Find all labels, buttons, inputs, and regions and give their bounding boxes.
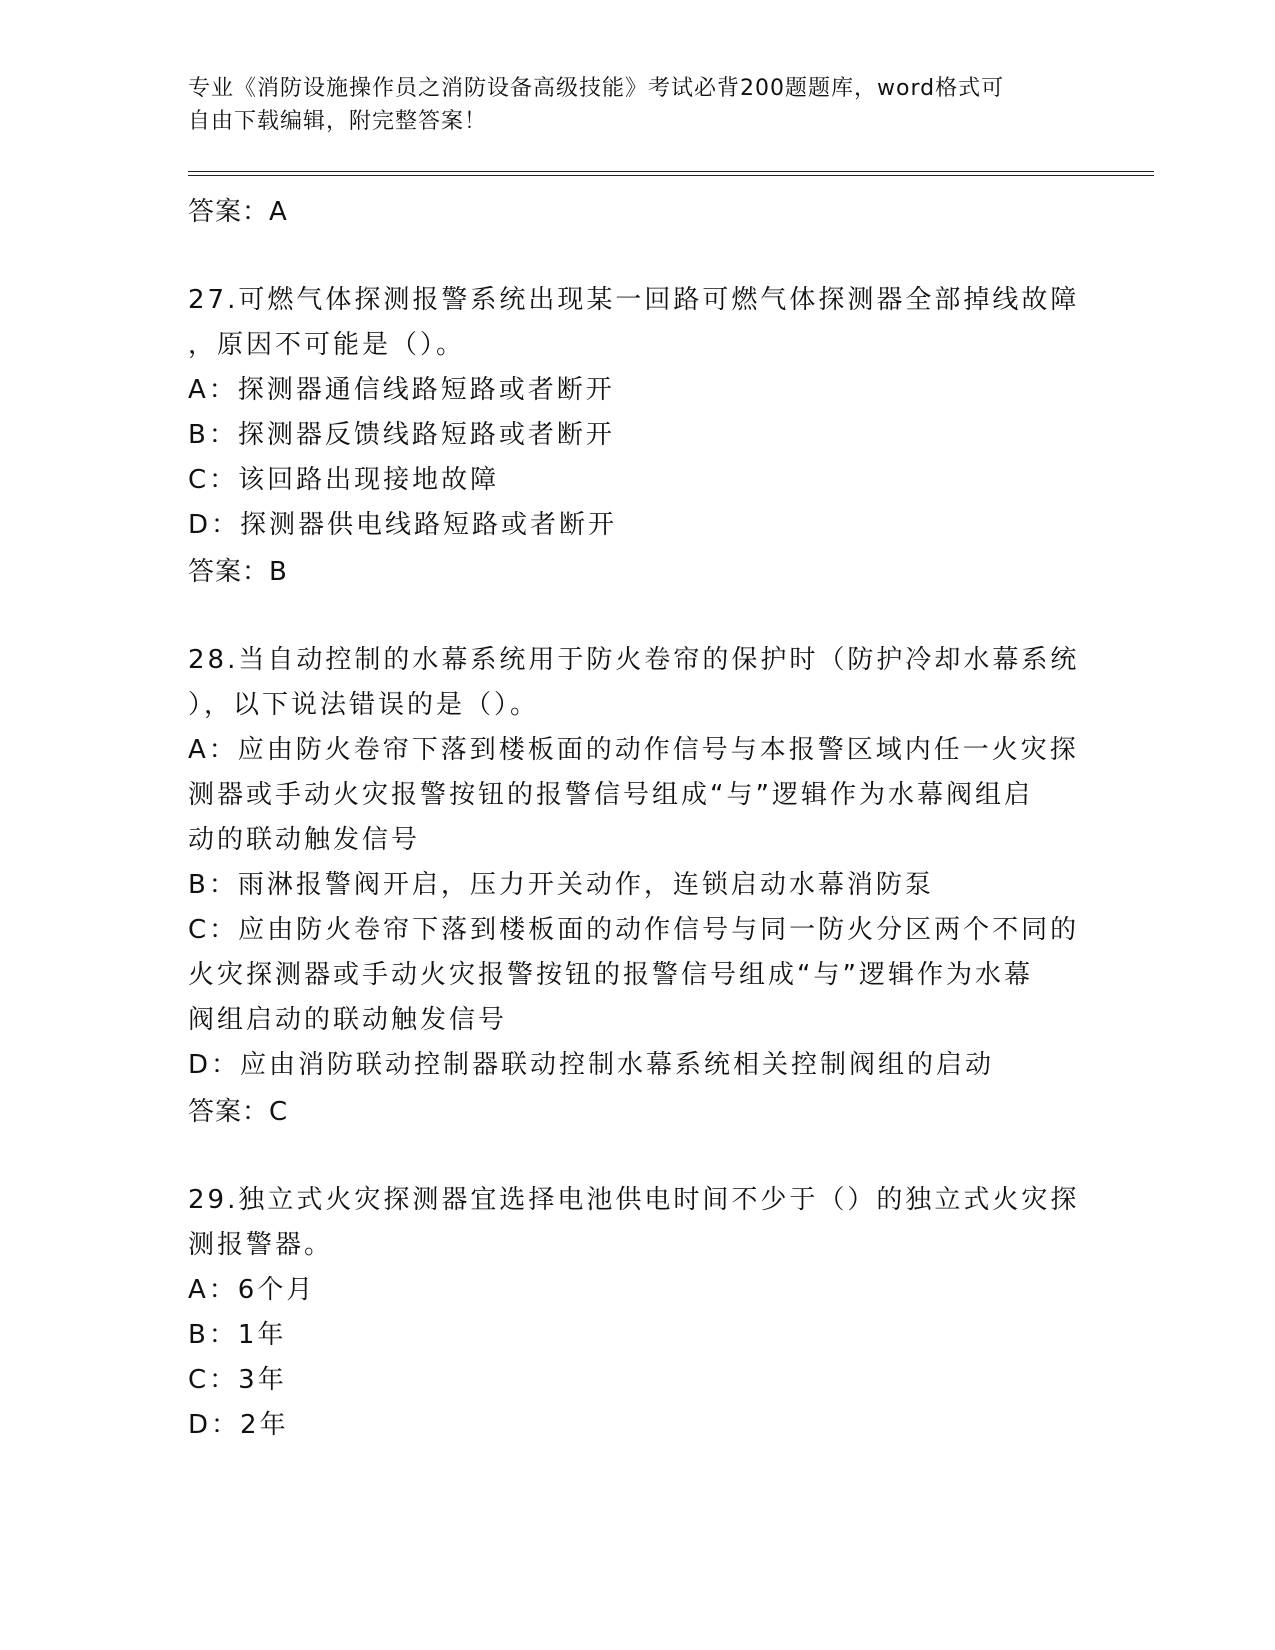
intro-line-1: 专业《消防设施操作员之消防设备高级技能》考试必背200题题库，word格式可 xyxy=(188,76,1005,101)
option-c: C：该回路出现接地故障 xyxy=(188,465,500,495)
header-divider-top xyxy=(188,171,1154,172)
document-intro xyxy=(188,72,1088,138)
answer-line: 答案：C xyxy=(188,1097,289,1127)
option-d: D：应由消防联动控制器联动控制水幕系统相关控制阀组的启动 xyxy=(188,1050,995,1080)
option-d: D：2年 xyxy=(188,1410,289,1440)
question-text: 27.可燃气体探测报警系统出现某一回路可燃气体探测器全部掉线故障 ，原因不可能是（）。 xyxy=(188,285,1080,360)
option-a: A：应由防火卷帘下落到楼板面的动作信号与本报警区域内任一火灾探 测器或手动火灾报警按钮的报警信号组成“与”逻辑作为水幕阀组启 动的联动触发信号 xyxy=(188,735,1079,855)
header-divider-bottom xyxy=(188,175,1154,176)
question-text: 28.当自动控制的水幕系统用于防火卷帘的保护时（防护冷却水幕系统 ），以下说法错误的是（）。 xyxy=(188,645,1080,720)
intro-line-2: 自由下载编辑，附完整答案！ xyxy=(188,109,488,134)
option-b: B：雨淋报警阀开启，压力开关动作，连锁启动水幕消防泵 xyxy=(188,870,934,900)
answer-line: 答案：B xyxy=(188,557,288,587)
option-d: D：探测器供电线路短路或者断开 xyxy=(188,510,618,540)
question-29 xyxy=(188,1178,1088,1448)
option-b: B：1年 xyxy=(188,1320,287,1350)
option-a: A：6个月 xyxy=(188,1275,316,1305)
option-c: C：3年 xyxy=(188,1365,287,1395)
option-a: A：探测器通信线路短路或者断开 xyxy=(188,375,615,405)
question-28 xyxy=(188,638,1088,1136)
question-27 xyxy=(188,278,1088,596)
answer-line: 答案：A xyxy=(188,197,288,227)
question-text: 29.独立式火灾探测器宜选择电池供电时间不少于（）的独立式火灾探 测报警器。 xyxy=(188,1185,1080,1260)
question-content xyxy=(188,188,1088,1448)
option-c: C：应由防火卷帘下落到楼板面的动作信号与同一防火分区两个不同的 火灾探测器或手动火灾报警按钮的报警信号组成“与”逻辑作为水幕 阀组启动的联动触发信号 xyxy=(188,915,1080,1035)
option-b: B：探测器反馈线路短路或者断开 xyxy=(188,420,615,450)
